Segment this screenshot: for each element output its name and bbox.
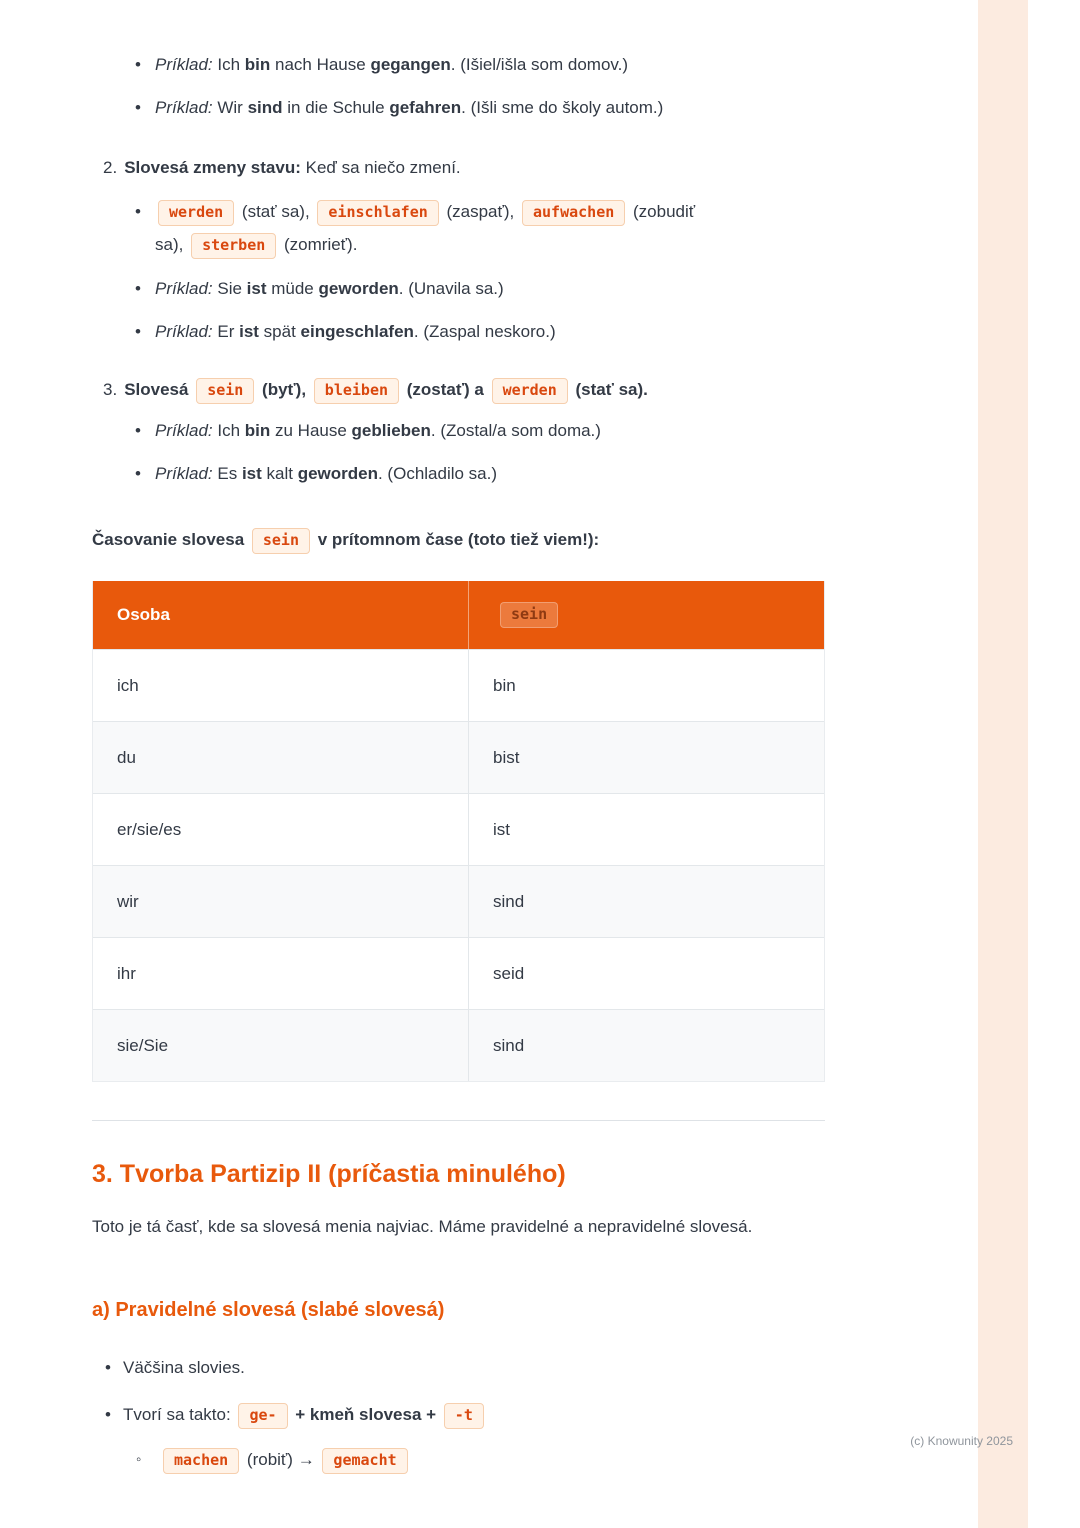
table-row xyxy=(93,649,824,721)
knowunity-watermark: (c) Knowunity 2025 xyxy=(910,1434,1013,1448)
formation-example-bullet: ◦ machen (robiť) → gemacht xyxy=(92,1443,825,1476)
conjugation-table-body xyxy=(93,649,824,1081)
regular-verbs-bullet-list xyxy=(92,1355,825,1431)
note-content xyxy=(92,0,825,1476)
numbered-item-sein-bleiben-werden xyxy=(92,373,825,407)
code-chip: machen xyxy=(163,1448,239,1474)
table-row xyxy=(93,1009,824,1081)
form-cell: bin xyxy=(468,649,824,721)
regular-bullet: • Väčšina slovies. xyxy=(92,1355,825,1381)
example-bullet: • Príklad: Ich bin zu Hause geblieben. (Zostal/a som doma.) xyxy=(92,418,825,444)
conjugation-table xyxy=(92,581,825,1082)
form-cell: seid xyxy=(468,937,824,1009)
code-chip-sein-header: sein xyxy=(500,602,558,628)
table-header-person: Osoba xyxy=(93,581,468,649)
form-cell: sind xyxy=(468,865,824,937)
person-cell: sie/Sie xyxy=(93,1009,468,1081)
section-divider xyxy=(92,1120,825,1121)
partizip-paragraph: Toto je tá časť, kde sa slovesá menia najviac. Máme pravidelné a nepravidelné slovesá. xyxy=(92,1217,753,1236)
conjugation-table-header xyxy=(93,581,824,649)
list-number: 2. xyxy=(103,158,118,177)
form-cell: sind xyxy=(468,1009,824,1081)
code-chip: sterben xyxy=(191,233,276,259)
table-row xyxy=(93,865,824,937)
numbered-item-state-change-verbs xyxy=(92,155,825,181)
form-cell: bist xyxy=(468,721,824,793)
person-cell: ihr xyxy=(93,937,468,1009)
code-chip: gemacht xyxy=(322,1448,407,1474)
example-bullet: • Príklad: Wir sind in die Schule gefahren. (Išli sme do školy autom.) xyxy=(92,95,825,121)
person-cell: du xyxy=(93,721,468,793)
code-chip: ge- xyxy=(238,1403,287,1429)
code-chip: -t xyxy=(444,1403,484,1429)
person-cell: wir xyxy=(93,865,468,937)
example-bullet-list xyxy=(92,52,825,121)
table-header-verb xyxy=(468,581,824,649)
example-bullet: • Príklad: Es ist kalt geworden. (Ochladilo sa.) xyxy=(92,461,825,487)
list-number: 3. xyxy=(103,380,118,399)
numbered-item-text: Slovesá sein (byť), bleiben (zostať) a werden (stať sa). xyxy=(124,380,648,399)
conjugation-intro-line: Časovanie slovesa sein v prítomnom čase (toto tiež viem!): xyxy=(92,523,825,557)
code-chip: bleiben xyxy=(314,378,399,404)
code-chip: sein xyxy=(196,378,254,404)
partizip-section-heading: 3. Tvorba Partizip II (príčastia minulého) xyxy=(92,1160,566,1188)
numbered-item-text: Slovesá zmeny stavu: Keď sa niečo zmení. xyxy=(124,158,461,177)
table-row xyxy=(93,937,824,1009)
form-cell: ist xyxy=(468,793,824,865)
example-bullet: • Príklad: Er ist spät eingeschlafen. (Zaspal neskoro.) xyxy=(92,319,825,345)
example-bullet: • Príklad: Sie ist müde geworden. (Unavila sa.) xyxy=(92,276,825,302)
regular-formation-bullet: • Tvorí sa takto: ge- + kmeň slovesa + -t xyxy=(92,1398,825,1431)
code-chip: werden xyxy=(492,378,568,404)
example-bullet: • Príklad: Ich bin nach Hause gegangen. (Išiel/išla som domov.) xyxy=(92,52,825,78)
person-cell: er/sie/es xyxy=(93,793,468,865)
code-chip: werden xyxy=(158,200,234,226)
table-row xyxy=(93,793,824,865)
table-row xyxy=(93,721,824,793)
person-cell: ich xyxy=(93,649,468,721)
verb-chips-bullet: • werden (stať sa), einschlafen (zaspať), aufwachen (zobudiť sa), sterben (zomrieť). xyxy=(92,195,724,261)
code-chip: aufwachen xyxy=(522,200,625,226)
code-chip: sein xyxy=(252,528,310,554)
sein-bullet-list xyxy=(92,418,825,487)
decorative-right-stripe xyxy=(978,0,1028,1528)
code-chip: einschlafen xyxy=(317,200,438,226)
regular-verbs-subheading: a) Pravidelné slovesá (slabé slovesá) xyxy=(92,1299,445,1321)
formation-example-sublist xyxy=(92,1443,825,1476)
state-change-bullet-list xyxy=(92,195,825,345)
